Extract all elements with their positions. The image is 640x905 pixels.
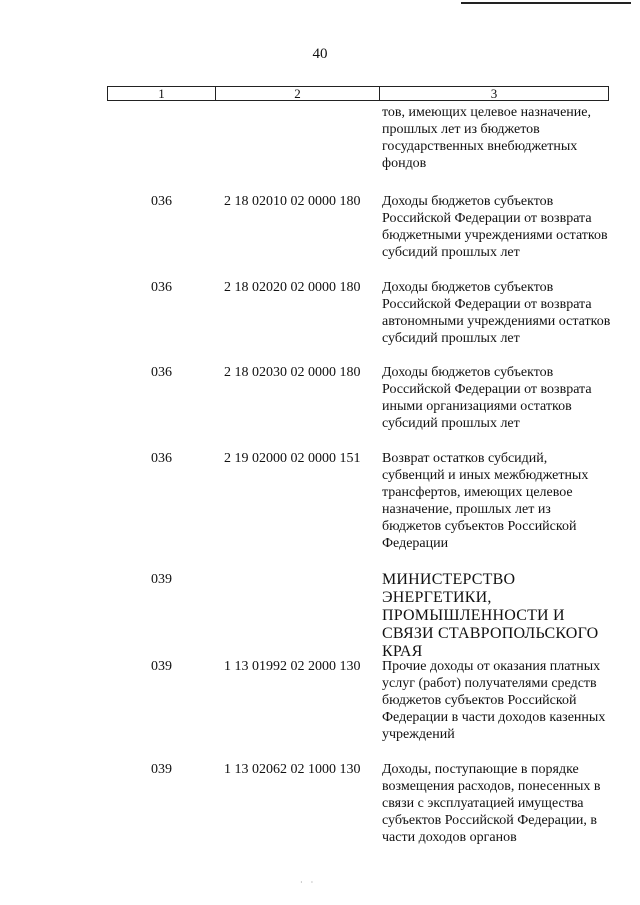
admin-code: 039 (151, 572, 172, 587)
income-description: Доходы бюджетов субъектов Российской Федерации от возврата иными организациями остатков субсидий прошлых лет (382, 365, 592, 431)
income-description: Возврат остатков субсидий, субвенций и иных межбюджетных трансфертов, имеющих целевое назначение, прошлых лет из бюджетов субъектов Российской Федерации (382, 451, 589, 551)
admin-code: 036 (151, 194, 172, 209)
scan-specks: · · (300, 878, 314, 887)
budget-classification-code: 2 18 02030 02 0000 180 (224, 365, 361, 380)
admin-code: 036 (151, 365, 172, 380)
budget-classification-code: 1 13 02062 02 1000 130 (224, 762, 361, 777)
column-header-2: 2 (216, 87, 380, 100)
top-rule (461, 2, 631, 4)
income-description: Доходы бюджетов субъектов Российской Федерации от возврата автономными учреждениями остатков субсидий прошлых лет (382, 280, 611, 346)
admin-code: 036 (151, 451, 172, 466)
budget-classification-code: 2 18 02010 02 0000 180 (224, 194, 361, 209)
budget-classification-code: 1 13 01992 02 2000 130 (224, 659, 361, 674)
income-description: Доходы бюджетов субъектов Российской Федерации от возврата бюджетными учреждениями остатков субсидий прошлых лет (382, 194, 608, 260)
income-description: Прочие доходы от оказания платных услуг (работ) получателями средств бюджетов субъектов Российской Федерации в части доходов казенных учреждений (382, 659, 606, 742)
ministry-title: МИНИСТЕРСТВО ЭНЕРГЕТИКИ, ПРОМЫШЛЕННОСТИ И СВЯЗИ СТАВРОПОЛЬСКОГО КРАЯ (382, 571, 599, 660)
admin-code: 039 (151, 762, 172, 777)
column-header-3: 3 (490, 86, 498, 101)
budget-classification-code: 2 19 02000 02 0000 151 (224, 451, 361, 466)
admin-code: 036 (151, 280, 172, 295)
continued-description: тов, имеющих целевое назначение, прошлых лет из бюджетов государственных внебюджетных фондов (382, 105, 591, 171)
table-header-row (107, 86, 609, 101)
budget-classification-code: 2 18 02020 02 0000 180 (224, 280, 361, 295)
admin-code: 039 (151, 659, 172, 674)
income-description: Доходы, поступающие в порядке возмещения расходов, понесенных в связи с эксплуатацией имущества субъектов Российской Федерации, в части доходов органов (382, 762, 601, 845)
page-number: 40 (312, 46, 328, 62)
column-header-1: 1 (108, 87, 216, 100)
